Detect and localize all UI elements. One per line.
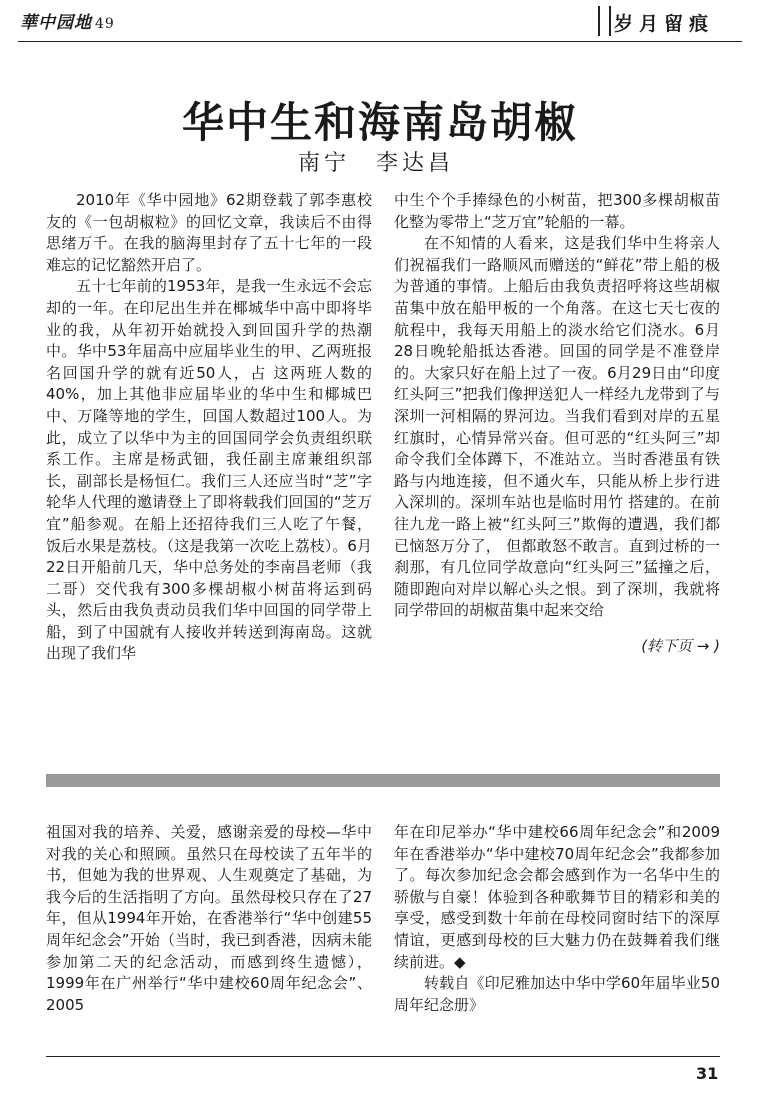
paragraph: 年在印尼举办“华中建校66周年纪念会”和2009年在香港举办“华中建校70周年纪念会”我都参加了。每次参加纪念会都会感到作为一名华中生的骄傲与自豪！体验到各种歌舞节目的精彩和美的享受，感受到数十年前在母校同窗时结下的深厚情谊，更感到母校的巨大魅力仍在鼓舞着我们继续前进。◆ [394, 823, 720, 971]
section-marker [598, 6, 611, 36]
text-column-1 [46, 190, 372, 665]
article-byline [298, 146, 498, 177]
magazine-logo [20, 8, 115, 33]
article-title: 华中生和海南岛胡椒 [181, 98, 578, 147]
paragraph: 五十七年前的1953年，是我一生永远不会忘却的一年。在印尼出生并在椰城华中高中即将毕业的我，从年初开始就投入到回国升学的热潮中。华中53年届高中应届毕业生的甲、乙两班报名回国升学的就有近50人，占 这两班人数的40%，加上其他非应届毕业的华中生和椰城巴中、万隆等地的学生，回国人数超过100人。为此，成立了以华中为主的回国同学会负责组织联系工作。主席是杨武钿，我任副主席兼组织部长，副部长是杨恒仁。我们三人还应当时“芝”字轮华人代理的邀请登上了即将载我们回国的“芝万宜”船参观。在船上还招待我们三人吃了午餐， 饭后水果是荔枝。（这是我第一次吃上荔枝）。6月22日开船前几天，华中总务处的李南昌老师（我二哥）交代我有300多棵胡椒小树苗将运到码头，然后由我负责动员我们华中回国的同学带上船，到了中国就有人接收并转送到海南岛。这就出现了我们华 [46, 277, 372, 663]
continued-marker: (转下页 → ) [641, 636, 720, 655]
paragraph: 在不知情的人看来，这是我们华中生将亲人们祝福我们一路顺风而赠送的“鲜花”带上船的极为普通的事情。上船后由我负责招呼将这些胡椒苗集中放在船甲板的一个角落。在这七天七夜的航程中，我每天用船上的淡水给它们浇水。6月28日晚轮船抵达香港。回国的同学是不准登岸的。大家只好在船上过了一夜。6月29日由“印度红头阿三”把我们像押送犯人一样经九龙带到了与深圳一河相隔的界河边。当我们看到对岸的五星红旗时，心情异常兴奋。但可恶的“红头阿三”却命令我们全体蹲下，不准站立。当时香港虽有铁路与内地连接，但不通火车，只能从桥上步行进入深圳的。深圳车站也是临时用竹 搭建的。在前往九龙一路上被“红头阿三”欺侮的遭遇，我们都已恼怒万分了， 但都敢怒不敢言。直到过桥的一刹那，有几位同学故意向“红头阿三”猛撞之后，随即跑向对岸以解心头之恨。到了深圳，我就将同学带回的胡椒苗集中起来交给 [394, 234, 720, 620]
author-city: 南宁 [298, 151, 351, 176]
paragraph: 祖国对我的培养、关爱，感谢亲爱的母校—华中对我的关心和照顾。虽然只在母校读了五年半的书，但她为我的世界观、人生观奠定了基础，为我今后的生活指明了方向。虽然母校只存在了27年，但从1994年开始，在香港举行“华中创建55周年纪念会”开始（当时，我已到香港，因病未能参加第二天的纪念活动，而感到终生遗憾），1999年在广州举行“华中建校60周年纪念会”、2005 [46, 823, 372, 1014]
paragraph: 中生个个手捧绿色的小树苗，把300多棵胡椒苗化整为零带上“芝万宜”轮船的一幕。 [394, 191, 720, 231]
header-divider [18, 41, 742, 42]
magazine-name: 華中园地 [20, 13, 92, 33]
text-column-3 [46, 822, 372, 1016]
text-column-2 [394, 190, 720, 657]
page-number: 31 [696, 1064, 719, 1083]
source-note: 转载自《印尼雅加达中华中学60年届毕业50周年纪念册》 [394, 974, 720, 1014]
footer-divider [46, 1056, 720, 1057]
author-name: 李达昌 [376, 151, 455, 176]
paragraph: 2010年《华中园地》62期登载了郭李惠校友的《一包胡椒粒》的回忆文章，我读后不由得思绪万千。在我的脑海里封存了五十七年的一段难忘的记忆豁然开启了。 [46, 191, 372, 274]
section-separator [46, 774, 720, 787]
issue-number: 49 [95, 16, 115, 32]
section-title: 岁月留痕 [614, 13, 715, 35]
text-column-4 [394, 822, 720, 1016]
